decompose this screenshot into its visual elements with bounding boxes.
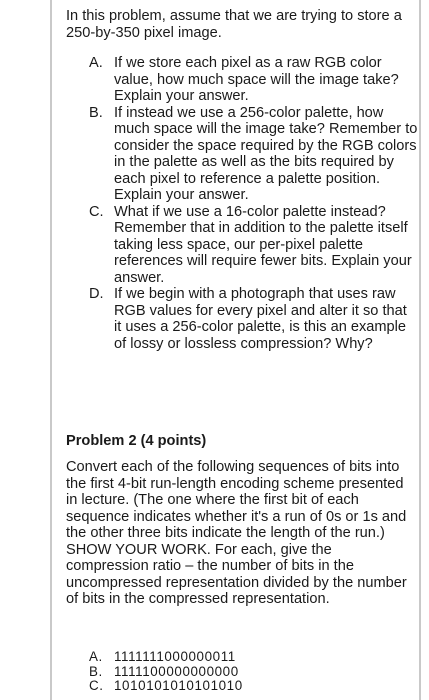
question-letter: A.: [89, 55, 103, 71]
sequence-letter: C.: [89, 678, 104, 693]
question-item: [66, 286, 418, 352]
question-item: [66, 204, 418, 287]
sequence-item: [66, 665, 418, 680]
sequence-bits: 1111100000000000: [114, 663, 239, 679]
question-list: [66, 55, 418, 352]
question-item: [66, 55, 418, 105]
sequence-bits: 1111111000000011: [114, 649, 236, 664]
sequence-letter: B.: [89, 663, 103, 679]
document-page: [50, 0, 421, 700]
problem-intro: In this problem, assume that we are trying to store a 250-by-350 pixel image.: [66, 8, 402, 41]
question-item: [66, 105, 418, 204]
question-text: If instead we use a 256-color palette, how much space will the image take? Remember to consider the space required by the RGB colors in the palette as well as the bits required by each pixel to reference a palette position. Explain your answer.: [114, 104, 418, 203]
question-letter: B.: [89, 104, 103, 121]
question-letter: D.: [89, 286, 104, 302]
question-text: If we begin with a photograph that uses raw RGB values for every pixel and alter it so that it uses a 256-color palette, is this an example of lossy or lossless compression? Why?: [114, 286, 407, 352]
problem-2-heading: Problem 2 (4 points): [66, 433, 207, 449]
question-letter: C.: [89, 203, 104, 220]
sequence-list: [66, 650, 418, 694]
sequence-item: [66, 650, 418, 665]
sequence-item: [66, 679, 418, 694]
question-text: If we store each pixel as a raw RGB color value, how much space will the image take? Explain your answer.: [114, 55, 399, 104]
problem-2-body: Convert each of the following sequences of bits into the first 4-bit run-length encoding scheme presented in lecture. (The one where the first bit of each sequence indicates whether it's a run of 0s or 1s and the other three bits indicate the length of the run.) SHOW YOUR WORK. For each, give the compression ratio – the number of bits in the uncompressed representation divided by the number of bits in the compressed representation.: [66, 459, 407, 607]
sequence-bits: 1010101010101010: [114, 678, 243, 693]
sequence-letter: A.: [89, 649, 103, 664]
question-text: What if we use a 16-color palette instead? Remember that in addition to the palette itself taking less space, our per-pixel palette references will require fewer bits. Explain your answer.: [114, 203, 412, 286]
